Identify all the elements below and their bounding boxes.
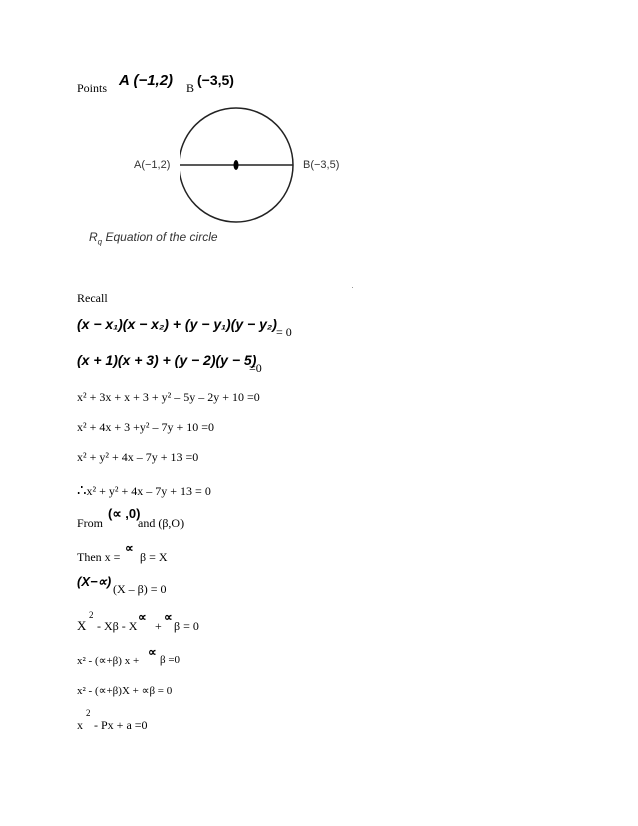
eq2-tail: β =0 [160,654,181,666]
eq1-x: X [77,618,87,633]
point-b-letter: B [186,81,195,95]
then-rest: β = X [140,550,168,564]
center-point [234,160,239,170]
formula-general-rhs: = 0 [276,325,292,339]
therefore-symbol: ∴ [77,483,87,499]
formula-substituted-rhs: =0 [249,361,262,375]
expansion-line-3: x² + y² + 4x – 7y + 13 =0 [77,450,199,464]
point-b-coords: (−3,5) [197,72,234,88]
caption-r: R [89,230,98,244]
formula-substituted: (x + 1)(x + 3) + (y − 2)(y − 5) [77,352,257,368]
then-prefix: Then x = [77,550,121,564]
formula-general: (x − x₁)(x − x₂) + (y − y₁)(y − y₂) [77,316,277,332]
point-a-label: A (−1,2) [119,72,174,89]
then-alpha: ∝ [125,541,134,555]
eq1-alpha-2: ∝ [164,610,173,624]
caption [89,230,218,246]
eq4-rest: - Px + a =0 [94,718,148,732]
eq1-exponent: 2 [89,610,94,620]
eq1-alpha-1: ∝ [138,610,147,624]
eq1-middle: - Xβ - X [97,619,138,633]
points-label: Points [77,81,108,95]
eq1-plus: + [155,619,162,633]
expansion-line-1: x² + 3x + x + 3 + y² – 5y – 2y + 10 =0 [77,390,260,404]
alpha-pair: (∝ ,0) [108,506,141,521]
conclusion-line [77,481,211,500]
diagram-label-a: A(−1,2) [134,159,171,171]
eq2-main: x² - (∝+β) x + [77,655,140,667]
caption-sub: q [97,237,103,247]
eq4-exponent: 2 [86,708,91,718]
eq1-tail: β = 0 [174,619,199,633]
eq4-x: x [77,718,83,732]
eq2-alpha: ∝ [148,645,157,659]
eq3: x² - (∝+β)X + ∝β = 0 [77,685,173,697]
conclusion-text: x² + y² + 4x – 7y + 13 = 0 [86,484,211,498]
beta-pair-text: and (β,O) [138,516,185,530]
circle-diagram [180,100,310,240]
factor-x-alpha: (X−∝) [77,574,112,589]
caption-text: Equation of the circle [105,230,218,244]
stray-dot [352,287,353,288]
diagram-label-b: B(−3,5) [303,159,340,171]
factor-x-beta: (X – β) = 0 [113,582,167,596]
from-label: From [77,516,104,530]
expansion-line-2: x² + 4x + 3 +y² – 7y + 10 =0 [77,420,215,434]
recall-heading: Recall [77,291,108,305]
